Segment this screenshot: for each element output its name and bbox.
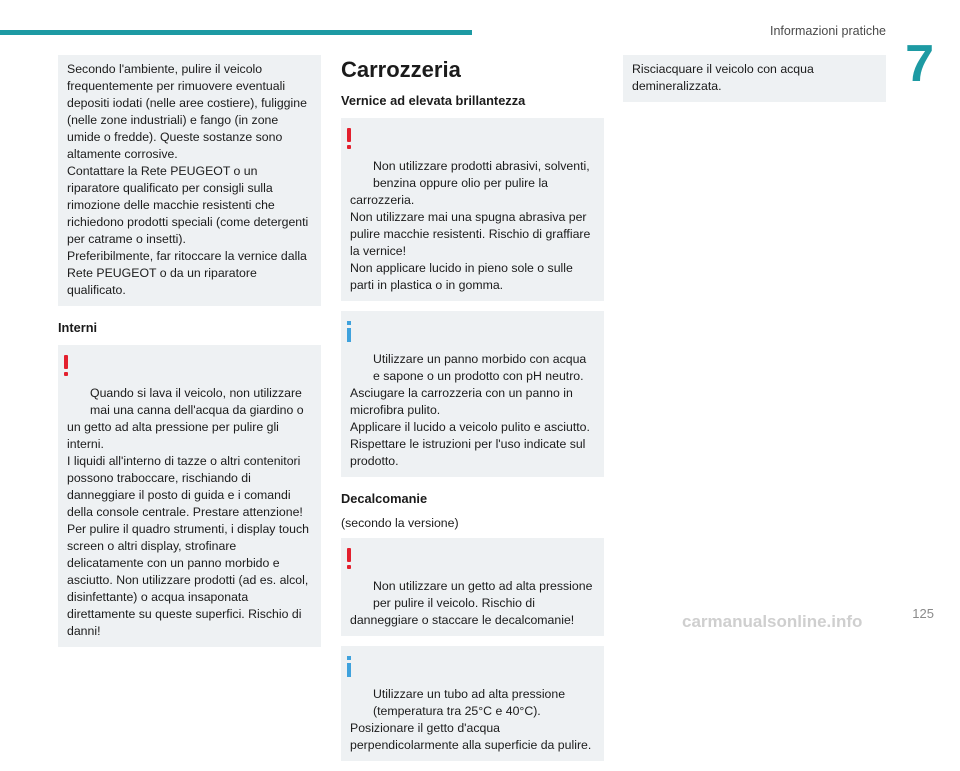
decal-info-first: Utilizzare un tubo ad alta pressione (temperatura tra 25°C e 40°C). <box>373 687 566 718</box>
column-left <box>58 55 321 657</box>
warning-icon <box>347 128 351 149</box>
interni-warning-box <box>58 345 321 647</box>
interni-heading: Interni <box>58 320 98 335</box>
header-title: Informazioni pratiche <box>769 24 886 38</box>
interni-warning-first: Quando si lava il veicolo, non utilizzare mai una canna dell'acqua da giardino o <box>90 386 304 417</box>
interni-warning-rest: un getto ad alta pressione per pulire gli interni. I liquidi all'interno di tazze o altri contenitori possono traboccare, rischiando di danneggiare il posto di guida e i comandi della console centrale. Prestare attenzione! Per pulire il quadro strumenti, i display touch screen o altri display, strofinare delicatamente con un panno morbido e asciutto. Non utilizzare prodotti (ad es. alcol, disinfettante) o acqua insaponata direttamente su queste superfici. Rischio di danni! <box>67 420 309 638</box>
page-number: 125 <box>912 606 934 621</box>
info-icon <box>347 321 351 342</box>
decal-info-box <box>341 646 604 761</box>
warning-icon <box>64 355 68 376</box>
carrozzeria-heading: Carrozzeria <box>341 57 461 82</box>
rinse-box: Risciacquare il veicolo con acqua demineralizzata. <box>623 55 886 102</box>
warning-icon <box>347 548 351 569</box>
info-icon <box>347 656 351 677</box>
column-right <box>623 55 886 112</box>
vernice-warning-rest: carrozzeria. Non utilizzare mai una spugna abrasiva per pulire macchie resistenti. Rischio di graffiare la vernice! Non applicare lucido in pieno sole o sulle parti in plastica o in gomma. <box>350 193 591 292</box>
watermark: carmanualsonline.info <box>682 612 863 631</box>
vernice-info-box <box>341 311 604 477</box>
decal-warning-first: Non utilizzare un getto ad alta pressione per pulire il veicolo. Rischio di <box>373 579 593 610</box>
chapter-number: 7 <box>905 35 934 93</box>
vernice-info-rest: Asciugare la carrozzeria con un panno in microfibra pulito. Applicare il lucido a veicolo pulito e asciutto. Rispettare le istruzioni per l'uso indicate sul prodotto. <box>350 386 590 468</box>
vernice-info-first: Utilizzare un panno morbido con acqua e sapone o un prodotto con pH neutro. <box>373 352 587 383</box>
decalcomanie-heading: Decalcomanie <box>341 491 428 506</box>
decal-warning-rest: danneggiare o staccare le decalcomanie! <box>350 613 575 627</box>
decal-warning-box <box>341 538 604 636</box>
vernice-warning-box <box>341 118 604 301</box>
vernice-heading: Vernice ad elevata brillantezza <box>341 93 526 108</box>
decalcomanie-note: (secondo la versione) <box>341 516 459 530</box>
decal-info-rest: Posizionare il getto d'acqua perpendicolarmente alla superficie da pulire. <box>350 721 592 752</box>
column-middle <box>341 55 604 771</box>
header-accent-bar <box>0 30 472 35</box>
intro-box: Secondo l'ambiente, pulire il veicolo frequentemente per rimuovere eventuali depositi iodati (nelle aree costiere), fuliggine (nelle zone industriali) e fango (in zone umide o fredde). Queste sostanze sono altamente corrosive. Contattare la Rete PEUGEOT o un riparatore qualificato per consigli sulla rimozione delle macchie resistenti che richiedono prodotti speciali (come detergenti per catrame o insetti). Preferibilmente, far ritoccare la vernice dalla Rete PEUGEOT o da un riparatore qualificato. <box>58 55 321 306</box>
vernice-warning-first: Non utilizzare prodotti abrasivi, solventi, benzina oppure olio per pulire la <box>373 159 590 190</box>
